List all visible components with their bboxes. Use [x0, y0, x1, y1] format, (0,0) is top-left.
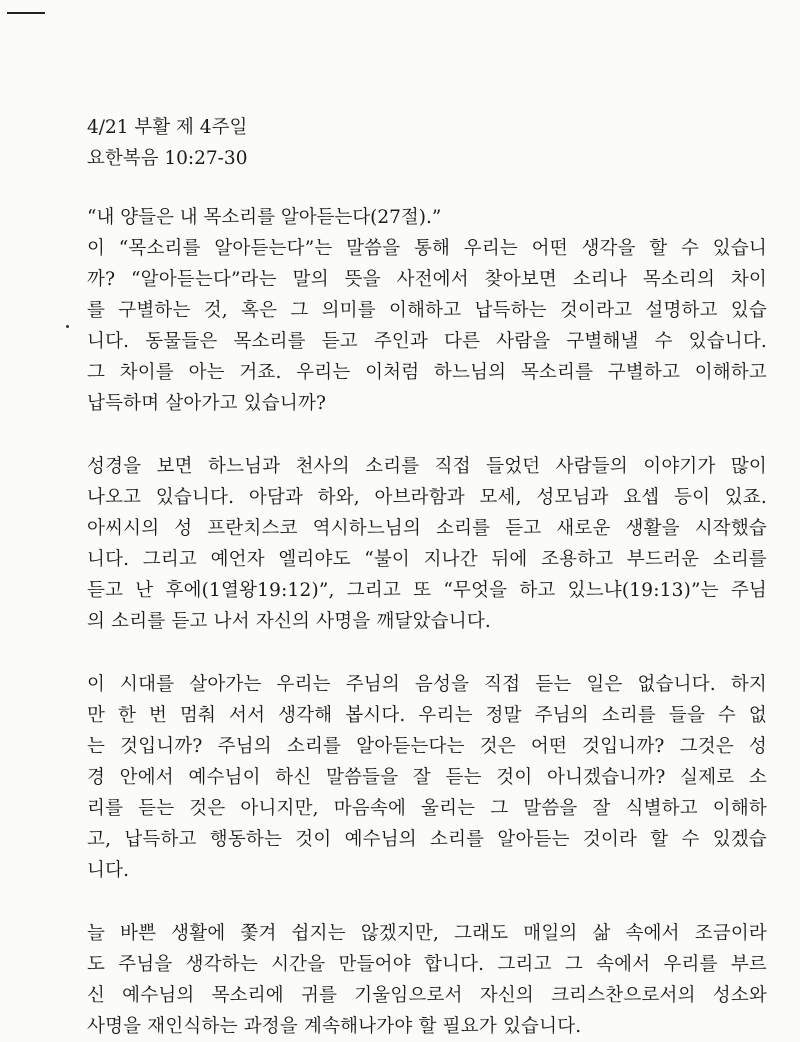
scan-edge-mark	[7, 12, 45, 14]
text-line: 까? “알아듣는다”라는 말의 뜻을 사전에서 찾아보면 소리나 목소리의 차이	[87, 269, 767, 290]
scripture-reference: 요한복음 10:27-30	[87, 148, 248, 169]
paragraph-4	[87, 918, 767, 1042]
text-line: 경 안에서 예수님이 하신 말씀들을 잘 듣는 것이 아니겠습니까? 실제로 소	[87, 767, 767, 788]
text-line: 리를 듣는 것은 아니지만, 마음속에 울리는 그 말씀을 잘 식별하고 이해하	[87, 798, 767, 819]
paragraph-2	[87, 451, 767, 637]
date-heading: 4/21 부활 제 4주일	[87, 117, 248, 138]
key-verse-quote: “내 양들은 내 목소리를 알아듣는다(27절).”	[87, 207, 442, 228]
text-line: 나오고 있습니다. 아담과 하와, 아브라함과 모세, 성모님과 요셉 등이 있죠.	[87, 487, 767, 508]
text-line: 고, 납득하고 행동하는 것이 예수님의 소리를 알아듣는 것이라 할 수 있겠습	[87, 829, 767, 850]
text-line: 는 것입니까? 주님의 소리를 알아듣는다는 것은 어떤 것입니까? 그것은 성	[87, 736, 767, 757]
text-line: 아씨시의 성 프란치스코 역시하느님의 소리를 듣고 새로운 생활을 시작했습	[87, 518, 767, 539]
text-line: 니다. 동물들은 목소리를 듣고 주인과 다른 사람을 구별해낼 수 있습니다.	[87, 331, 767, 352]
document-page	[87, 112, 767, 1042]
text-line: 납득하며 살아가고 있습니까?	[87, 393, 327, 414]
text-line: 성경을 보면 하느님과 천사의 소리를 직접 들었던 사람들의 이야기가 많이	[87, 456, 767, 477]
text-line: 니다. 그리고 예언자 엘리야도 “불이 지나간 뒤에 조용하고 부드러운 소리를	[87, 549, 767, 570]
text-line: 이 시대를 살아가는 우리는 주님의 음성을 직접 듣는 일은 없습니다. 하지	[87, 674, 767, 695]
text-line: 만 한 번 멈춰 서서 생각해 봅시다. 우리는 정말 주님의 소리를 들을 수 없	[87, 705, 767, 726]
scan-speck	[66, 325, 69, 328]
text-line: 이 “목소리를 알아듣는다”는 말씀을 통해 우리는 어떤 생각을 할 수 있습니	[87, 238, 767, 259]
text-line: 를 구별하는 것, 혹은 그 의미를 이해하고 납득하는 것이라고 설명하고 있습	[87, 300, 767, 321]
text-line: 늘 바쁜 생활에 쫓겨 쉽지는 않겠지만, 그래도 매일의 삶 속에서 조금이라	[87, 923, 767, 944]
text-line: 그 차이를 아는 거죠. 우리는 이처럼 하느님의 목소리를 구별하고 이해하고	[87, 362, 767, 383]
text-line: 니다.	[87, 860, 130, 881]
text-line: 사명을 재인식하는 과정을 계속해나가야 할 필요가 있습니다.	[87, 1016, 582, 1037]
text-line: 의 소리를 듣고 나서 자신의 사명을 깨달았습니다.	[87, 611, 491, 632]
paragraph-3	[87, 669, 767, 886]
text-line: 신 예수님의 목소리에 귀를 기울임으로서 자신의 크리스찬으로서의 성소와	[87, 985, 767, 1006]
text-line: 듣고 난 후에(1열왕19:12)”, 그리고 또 “무엇을 하고 있느냐(19:13)”는 주님	[87, 580, 767, 601]
paragraph-1	[87, 233, 767, 419]
text-line: 도 주님을 생각하는 시간을 만들어야 합니다. 그리고 그 속에서 우리를 부르	[87, 954, 767, 975]
